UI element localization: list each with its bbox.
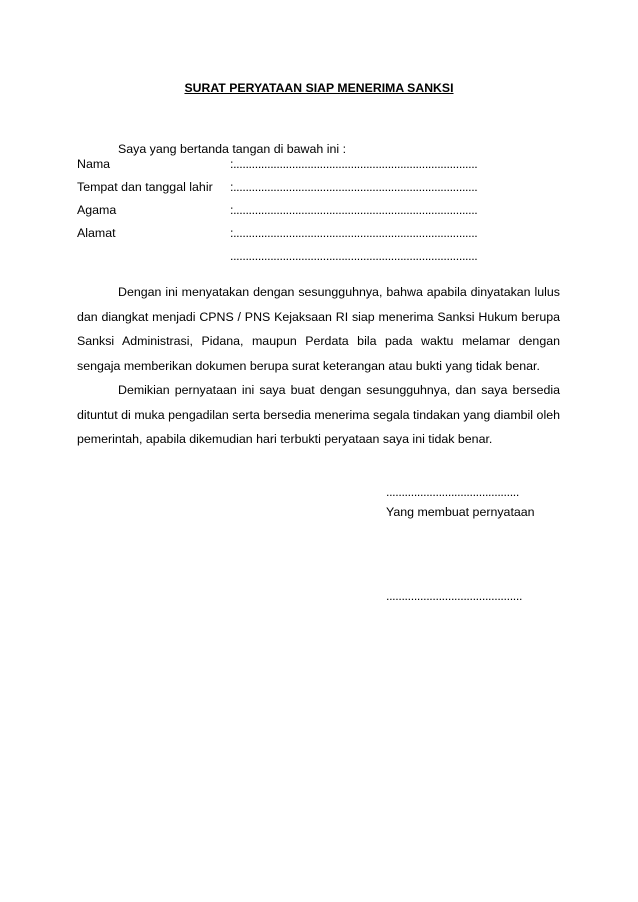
field-label-nama: Nama — [77, 157, 111, 171]
statement-paragraph: Dengan ini menyatakan dengan sesungguhnya, bahwa apabila dinyatakan lulus dan diangkat menjadi CPNS / PNS Kejaksaan RI siap menerima Sanksi Hukum berupa Sanksi Administrasi, Pidana, maupun Perdata bila pada waktu melamar dengan sengaja memberikan dokumen berupa surat keterangan atau bukti yang tidak benar. — [77, 285, 560, 373]
field-label-agama: Agama — [77, 203, 117, 217]
closing-paragraph: Demikian pernyataan ini saya buat dengan sesungguhnya, dan saya bersedia dituntut di muka pengadilan serta bersedia menerima segala tindakan yang diambil oleh pemerintah, apabila dikemudian hari terbukti peryataan saya ini tidak benar. — [77, 383, 560, 446]
field-row-nama — [77, 157, 517, 175]
signature-name-line: ............................................ — [386, 589, 523, 603]
field-row-agama — [77, 203, 517, 221]
intro-text: Saya yang bertanda tangan di bawah ini : — [118, 142, 347, 156]
field-row-alamat — [77, 226, 517, 244]
field-value-nama: :............................................................................... — [230, 157, 478, 171]
field-row-ttl — [77, 180, 517, 198]
field-value-agama: :............................................................................... — [230, 203, 478, 217]
field-label-ttl: Tempat dan tanggal lahir — [77, 180, 213, 194]
signature-place-date-line: ........................................... — [386, 485, 519, 499]
field-row-alamat-continued — [77, 249, 517, 267]
field-value-alamat: :............................................................................... — [230, 226, 478, 240]
document-title: SURAT PERYATAAN SIAP MENERIMA SANKSI — [184, 81, 454, 95]
field-value-ttl: :............................................................................... — [230, 180, 478, 194]
field-label-alamat: Alamat — [77, 226, 116, 240]
field-value-alamat-continued: ................................................................................ — [230, 249, 478, 263]
signature-caption: Yang membuat pernyataan — [386, 505, 535, 519]
